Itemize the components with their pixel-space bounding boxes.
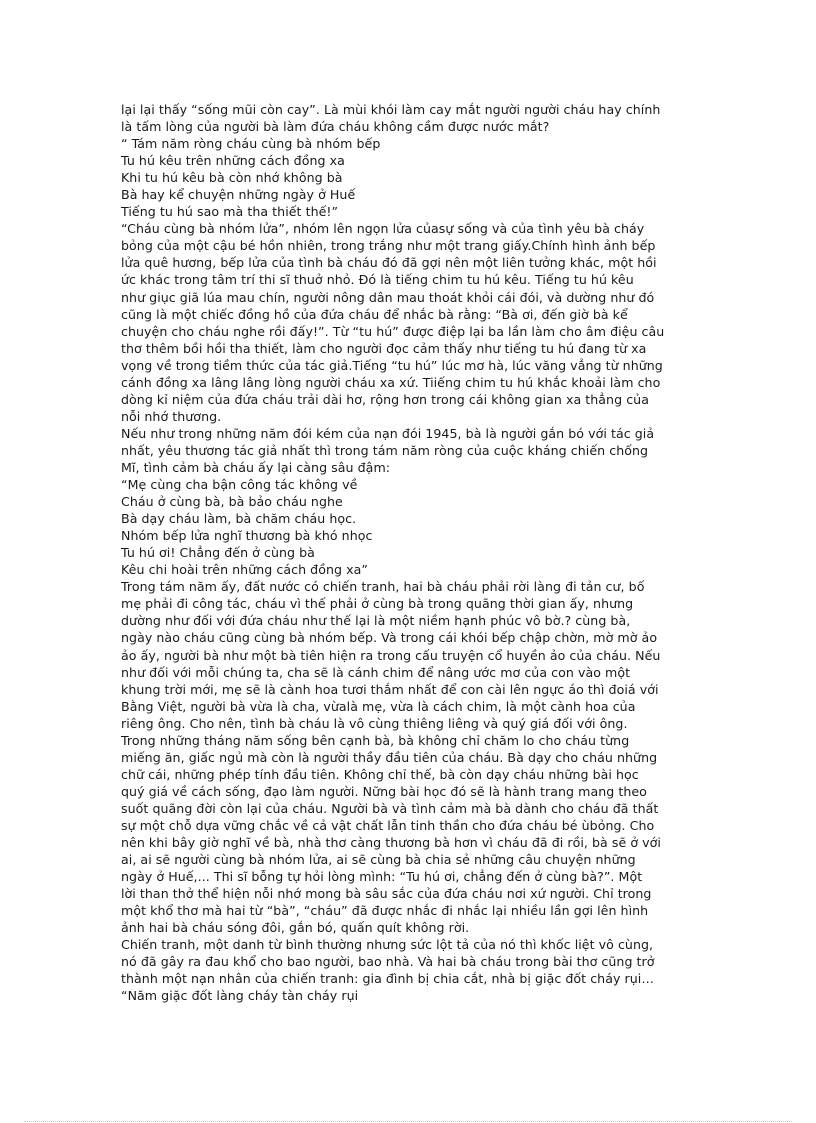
text-line: mẹ phải đi công tác, cháu vì thế phải ở cùng bà trong quãng thời gian ấy, nhưng bbox=[121, 596, 634, 612]
poem-line: Nhóm bếp lửa nghĩ thương bà khó nhọc bbox=[121, 528, 373, 544]
text-line: Bằng Việt, người bà vừa là cha, vừalà mẹ, vừa là cách chim, là một cành hoa của bbox=[121, 698, 636, 714]
text-line: ức khác trong tâm trí thi sĩ thuở nhỏ. Đó là tiếng chim tu hú kêu. Tiếng tu hú kêu bbox=[121, 272, 634, 288]
text-line: lời than thở thể hiện nỗi nhớ mong bà sâu sắc của đứa cháu nơi xứ người. Chỉ trong bbox=[121, 886, 652, 902]
text-line: như đối với mỗi chúng ta, cha sẽ là cánh chim để nâng ước mơ của con vào một bbox=[121, 664, 631, 680]
text-line: lửa quê hương, bếp lửa của tình bà cháu đó đã gợi nên một liên tưởng khác, một hồi bbox=[121, 255, 657, 271]
text-line: chữ cái, những phép tính đầu tiên. Không chỉ thế, bà còn dạy cháu những bài học bbox=[121, 766, 639, 782]
text-line: khung trời mới, mẹ sẽ là cành hoa tươi thắm nhất để con cài lên ngực áo thì đoiá với bbox=[121, 681, 659, 697]
text-line: là tấm lòng của người bà làm đứa cháu không cầm được nước mắt? bbox=[121, 119, 550, 135]
poem-line: Tiếng tu hú sao mà tha thiết thế!” bbox=[121, 204, 339, 220]
text-line: nỗi nhớ thương. bbox=[121, 408, 222, 424]
text-line: sự một chỗ dựa vững chắc về cả vật chất lẫn tinh thần cho đứa cháu bé ùbỏng. Cho bbox=[121, 817, 655, 833]
poem-line: Cháu ở cùng bà, bà bảo cháu nghe bbox=[121, 494, 343, 510]
text-line: dòng kỉ niệm của đứa cháu trải dài hơ, rộng hơn trong cái không gian xa thẳng của bbox=[121, 391, 649, 407]
text-line: Nếu như trong những năm đói kém của nạn đói 1945, bà là người gắn bó với tác giả bbox=[121, 425, 655, 441]
text-line: vọng về trong tiềm thức của tác giả.Tiếng “tu hú” lúc mơ hà, lúc văng vẳng từ những bbox=[121, 357, 663, 373]
text-line: thơ thêm bồi hồi tha thiết, làm cho người đọc cảm thấy như tiếng tu hú đang từ xa bbox=[121, 340, 647, 356]
text-line: ảo ấy, người bà như một bà tiên hiện ra trong cấu truyện cổ huyền ảo của cháu. Nếu bbox=[121, 647, 661, 663]
text-line: Mĩ, tình cảm bà cháu ấy lại càng sâu đậm: bbox=[121, 459, 391, 475]
text-line: ngày ở Huế,... Thi sĩ bỗng tự hỏi lòng mình: “Tu hú ơi, chẳng đến ở cùng bà?”. Một bbox=[121, 869, 643, 885]
poem-line: “ Tám năm ròng cháu cùng bà nhóm bếp bbox=[121, 136, 381, 152]
text-line: dường như đối với đứa cháu như thế lại là một niềm hạnh phúc vô bờ.? cùng bà, bbox=[121, 613, 631, 629]
text-line: như giục giã lúa mau chín, người nông dân mau thoát khỏi cái đói, và dường như đó bbox=[121, 289, 655, 305]
text-line: bỏng của một cậu bé hồn nhiên, trong trắng như một trang giấy.Chính hình ảnh bếp bbox=[121, 238, 656, 254]
text-line: ai, ai sẽ người cùng bà nhóm lửa, ai sẽ cùng bà chia sẻ những câu chuyện những bbox=[121, 852, 636, 868]
text-line: Trong tám năm ấy, đất nước có chiến tranh, hai bà cháu phải rời làng đi tản cư, bố bbox=[121, 579, 645, 595]
text-line: nên khi bây giờ nghĩ về bà, nhà thơ càng thương bà hơn vì cháu đã đi rồi, bà sẽ ở với bbox=[121, 835, 661, 851]
text-line: ngày nào cháu cũng cùng bà nhóm bếp. Và trong cái khói bếp chập chờn, mờ mờ ảo bbox=[121, 630, 658, 646]
text-line: một khổ thơ mà hai từ “bà”, “cháu” đã được nhắc đi nhắc lại nhiều lần gợi lên hình bbox=[121, 903, 649, 919]
poem-line: Tu hú ơi! Chẳng đến ở cùng bà bbox=[121, 545, 315, 561]
text-line: lại lại thấy “sống mũi còn cay”. Là mùi khói làm cay mắt người người cháu hay chính bbox=[121, 102, 661, 117]
text-line: Trong những tháng năm sống bên cạnh bà, bà không chỉ chăm lo cho cháu từng bbox=[121, 732, 630, 748]
text-line: quý giá về cách sống, đạo làm người. Nững bài học đó sẽ là hành trang mang theo bbox=[121, 783, 647, 799]
poem-line: “Mẹ cùng cha bận công tác không về bbox=[121, 477, 358, 493]
poem-line: Bà hay kể chuyện những ngày ở Huế bbox=[121, 187, 356, 203]
poem-line: Khi tu hú kêu bà còn nhớ không bà bbox=[121, 170, 343, 186]
text-line: nó đã gây ra đau khổ cho bao người, bao nhà. Và hai bà cháu trong bài thơ cũng trở bbox=[121, 954, 655, 970]
poem-line: Tu hú kêu trên những cách đồng xa bbox=[121, 153, 345, 169]
text-line: cánh đồng xa lâng lâng lòng người cháu xa xứ. Tiiếng chim tu hú khắc khoải làm cho bbox=[121, 374, 661, 390]
text-line: miếng ăn, giấc ngủ mà còn là người thầy đầu tiên của cháu. Bà dạy cho cháu những bbox=[121, 749, 658, 765]
poem-line: Bà dạy cháu làm, bà chăm cháu học. bbox=[121, 511, 357, 527]
text-line: riêng ông. Cho nên, tình bà cháu là vô cùng thiêng liêng và quý giá đối với ông. bbox=[121, 715, 628, 731]
poem-line: “Năm giặc đốt làng cháy tàn cháy rụi bbox=[121, 988, 359, 1004]
text-line: “Cháu cùng bà nhóm lửa”, nhóm lên ngọn lửa củasự sống và của tình yêu bà cháy bbox=[121, 221, 645, 237]
document-body-text bbox=[121, 101, 701, 1004]
poem-line: Kêu chi hoài trên những cách đồng xa” bbox=[121, 562, 368, 578]
text-line: thành một nạn nhân của chiến tranh: gia đình bị chia cắt, nhà bị giặc đốt cháy rụi… bbox=[121, 971, 654, 987]
text-line: suốt quãng đời còn lại của cháu. Người bà và tình cảm mà bà dành cho cháu đã thất bbox=[121, 800, 659, 816]
text-line: nhất, yêu thương tác giả nhất thì trong tám năm ròng của cuộc kháng chiến chống bbox=[121, 442, 649, 458]
text-line: cũng là một chiếc đồng hồ của đứa cháu để nhắc bà rằng: “Bà ơi, đến giờ bà kể bbox=[121, 306, 628, 322]
text-line: ảnh hai bà cháu sóng đôi, gắn bó, quấn quít không rời. bbox=[121, 920, 470, 936]
page-bottom-divider bbox=[24, 1121, 792, 1122]
text-line: Chiến tranh, một danh từ bình thường nhưng sức lột tả của nó thì khốc liệt vô cùng, bbox=[121, 937, 654, 953]
text-line: chuyện cho cháu nghe rồi đấy!”. Từ “tu hú” được điệp lại ba lần làm cho âm điệu câu bbox=[121, 323, 665, 339]
